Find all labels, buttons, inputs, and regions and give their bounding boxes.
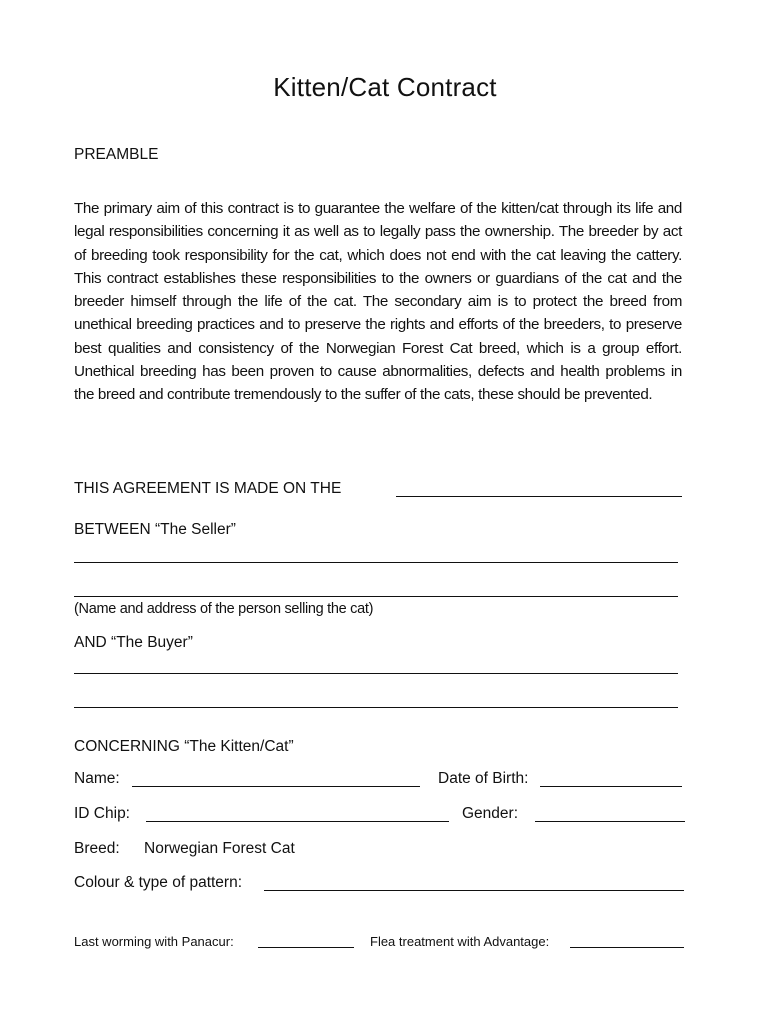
agreement-date-label: THIS AGREEMENT IS MADE ON THE [74, 480, 342, 497]
kitten-heading: CONCERNING “The Kitten/Cat” [74, 738, 294, 755]
gender-label: Gender: [462, 805, 519, 822]
flea-label: Flea treatment with Advantage: [370, 934, 550, 949]
seller-note: (Name and address of the person selling the cat) [74, 601, 374, 617]
seller-label: BETWEEN “The Seller” [74, 521, 236, 538]
id-chip-label: ID Chip: [74, 805, 130, 822]
colour-label: Colour & type of pattern: [74, 874, 243, 891]
id-chip-field[interactable] [146, 821, 449, 822]
breed-value: Norwegian Forest Cat [144, 840, 295, 857]
colour-field[interactable] [264, 890, 684, 891]
dob-label: Date of Birth: [438, 770, 529, 787]
preamble-heading: PREAMBLE [74, 146, 159, 163]
worming-field[interactable] [258, 947, 354, 948]
buyer-label: AND “The Buyer” [74, 634, 193, 651]
name-label: Name: [74, 770, 120, 787]
dob-field[interactable] [540, 786, 682, 787]
flea-field[interactable] [570, 947, 684, 948]
seller-address-field[interactable] [74, 596, 678, 597]
name-field[interactable] [132, 786, 420, 787]
breed-label: Breed: [74, 840, 120, 857]
agreement-date-field[interactable] [396, 496, 682, 497]
buyer-name-field[interactable] [74, 673, 678, 674]
seller-name-field[interactable] [74, 562, 678, 563]
gender-field[interactable] [535, 821, 685, 822]
page-title: Kitten/Cat Contract [273, 72, 497, 102]
buyer-address-field[interactable] [74, 707, 678, 708]
preamble-paragraph: The primary aim of this contract is to guarantee the welfare of the kitten/cat through its life and legal responsibilities concerning it as well as to legally pass the ownership. The breeder by act of breeding took responsibility for the cat, which does not end with the cat leaving the cattery. This contract establishes these responsibilities to the owners or guardians of the cat and the breeder himself through the life of the cat. The secondary aim is to protect the breed from unethical breeding practices and to preserve the rights and efforts of the breeders, to preserve best qualities and consistency of the Norwegian Forest Cat breed, which is a group effort. Unethical breeding has been proven to cause abnormalities, defects and health problems in the breed and contribute tremendously to the suffer of the cats, these should be prevented. [74, 200, 682, 404]
worming-label: Last worming with Panacur: [74, 934, 234, 949]
